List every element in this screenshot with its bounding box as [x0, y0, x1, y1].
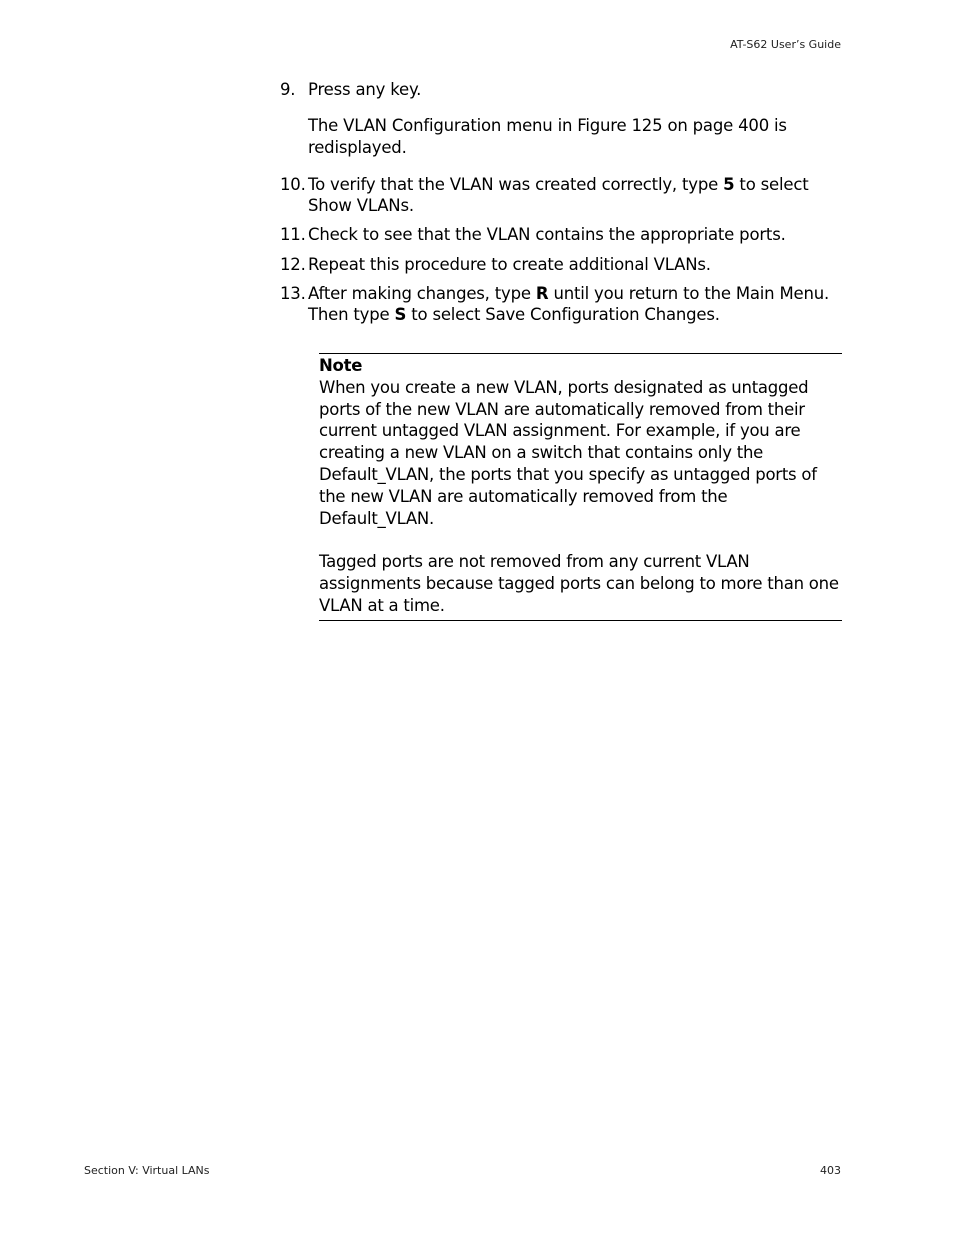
note-box — [319, 353, 842, 621]
step-text: Repeat this procedure to create additional VLANs. — [308, 255, 711, 274]
key-label: S — [394, 305, 407, 324]
step-text: Press any key. — [308, 80, 422, 99]
step-text: Check to see that the VLAN contains the appropriate ports. — [308, 225, 786, 244]
step-9-followup: The VLAN Configuration menu in Figure 125 on page 400 is redisplayed. — [308, 116, 787, 157]
note-title: Note — [319, 356, 363, 375]
step-number: 9. — [280, 80, 296, 99]
step-text: After making changes, type R until you return to the Main Menu. Then type S to select Save Configuration Changes. — [308, 284, 830, 324]
step-text: To verify that the VLAN was created correctly, type 5 to select Show VLANs. — [308, 175, 809, 215]
step-number: 12. — [280, 255, 306, 274]
footer-section: Section V: Virtual LANs — [84, 1164, 210, 1177]
step-number: 11. — [280, 225, 306, 244]
note-paragraph: Tagged ports are not removed from any current VLAN assignments because tagged ports can belong to more than one VLAN at a time. — [319, 552, 839, 615]
key-label: R — [535, 284, 549, 303]
step-number: 10. — [280, 175, 306, 194]
running-header: AT-S62 User’s Guide — [730, 38, 841, 51]
key-label: 5 — [723, 175, 735, 194]
note-paragraph: When you create a new VLAN, ports designated as untagged ports of the new VLAN are automatically removed from their current untagged VLAN assignment. For example, if you are creating a new VLAN on a switch that contains only the Default_VLAN, the ports that you specify as untagged ports of the new VLAN are automatically removed from the Default_VLAN. — [319, 377, 817, 528]
step-number: 13. — [280, 284, 306, 303]
page-number: 403 — [820, 1164, 841, 1177]
